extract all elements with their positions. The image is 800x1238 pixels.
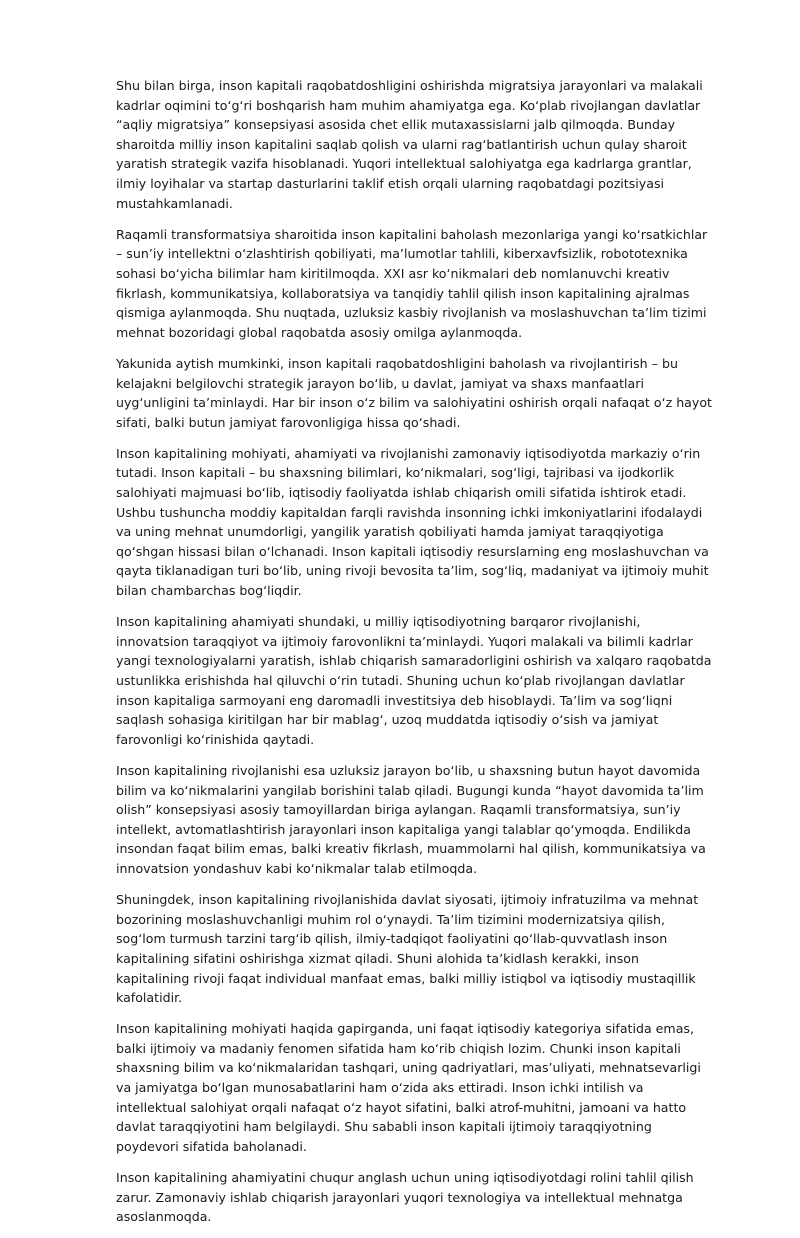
paragraph-digital-transformation: Raqamli transformatsiya sharoitida inson kapitalini baholash mezonlariga yangi ko‘rsatkichlar – sun’iy intellektni o‘zlashtirish qobiliyati, ma’lumotlar tahlili, kiberxavfsizlik, robototexnika sohasi bo‘yicha bilimlar ham kiritilmoqda. XXI asr ko‘nikmalari deb nomlanuvchi kreativ fikrlash, kommunikatsiya, kollaboratsiya va tanqidiy tahlil qilish inson kapitalining ajralmas qismiga aylanmoqda. Shu nuqtada, uzluksiz kasbiy rivojlanish va moslashuvchan ta’lim tizimi mehnat bozoridagi global raqobatda asosiy omilga aylanmoqda.: [116, 226, 708, 340]
paragraph-importance: Inson kapitalining ahamiyati shundaki, u milliy iqtisodiyotning barqaror rivojlanishi, innovatsion taraqqiyot va ijtimoiy farovonlikni ta’minlaydi. Yuqori malakali va bilimli kadrlar yangi texnologiyalarni yaratish, ishlab chiqarish samaradorligini oshirish va xalqaro raqobatda ustunlikka erishishda hal qiluvchi o‘rin tutadi. Shuning uchun ko‘plab rivojlangan davlatlar inson kapitaliga sarmoyani eng daromadli investitsiya deb hisoblaydi. Ta’lim va sog‘liqni saqlash sohasiga kiritilgan har bir mablag‘, uzoq muddatda iqtisodiy o‘sish va jamiyat farovonligi ko‘rinishida qaytadi.: [116, 614, 712, 747]
paragraph-development: Inson kapitalining rivojlanishi esa uzluksiz jarayon bo‘lib, u shaxsning butun hayot davomida bilim va ko‘nikmalarini yangilab borishini talab qiladi. Bugungi kunda “hayot davomida ta’lim olish” konsepsiyasi asosiy tamoyillardan biriga aylangan. Raqamli transformatsiya, sun’iy intellekt, avtomatlashtirish jarayonlari inson kapitaliga yangi talablar qo‘ymoqda. Endilikda insondan faqat bilim emas, balki kreativ fikrlash, muammolarni hal qilish, kommunikatsiya va innovatsion yondashuv kabi ko‘nikmalar talab etilmoqda.: [116, 762, 706, 876]
paragraph-economic-role: Inson kapitalining ahamiyatini chuqur anglash uchun uning iqtisodiyotdagi rolini tahlil qilish zarur. Zamonaviy ishlab chiqarish jarayonlari yuqori texnologiya va intellektual mehnatga asoslanmoqda.: [116, 1170, 694, 1225]
paragraph-migration: Shu bilan birga, inson kapitali raqobatdoshligini oshirishda migratsiya jarayonlari va malakali kadrlar oqimini to‘g‘ri boshqarish ham muhim ahamiyatga ega. Ko‘plab rivojlangan davlatlar “aqliy migratsiya” konsepsiyasi asosida chet ellik mutaxassislarni jalb qilmoqda. Bunday sharoitda milliy inson kapitalini saqlab qolish va ularni rag‘batlantirish uchun qulay sharoit yaratish strategik vazifa hisoblanadi. Yuqori intellektual salohiyatga ega kadrlarga grantlar, ilmiy loyihalar va startap dasturlarini taklif etish orqali ularning raqobatdagi pozitsiyasi mustahkamlanadi.: [116, 78, 703, 211]
document-page: [116, 76, 716, 1238]
paragraph-state-policy: Shuningdek, inson kapitalining rivojlanishida davlat siyosati, ijtimoiy infratuzilma va mehnat bozorining moslashuvchanligi muhim rol o‘ynaydi. Ta’lim tizimini modernizatsiya qilish, sog‘lom turmush tarzini targ‘ib qilish, ilmiy-tadqiqot faoliyatini qo‘llab-quvvatlash inson kapitalining sifatini oshirishga xizmat qiladi. Shuni alohida ta’kidlash kerakki, inson kapitalining rivoji faqat individual manfaat emas, balki milliy istiqbol va iqtisodiy mustaqillik kafolatidir.: [116, 892, 699, 1006]
paragraph-conclusion: Yakunida aytish mumkinki, inson kapitali raqobatdoshligini baholash va rivojlantirish – bu kelajakni belgilovchi strategik jarayon bo‘lib, u davlat, jamiyat va shaxs manfaatlari uyg‘unligini ta’minlaydi. Har bir inson o‘z bilim va salohiyatini oshirish orqali nafaqat o‘z hayot sifati, balki butun jamiyat farovonligiga hissa qo‘shadi.: [116, 355, 712, 430]
paragraph-essence: Inson kapitalining mohiyati, ahamiyati va rivojlanishi zamonaviy iqtisodiyotda markaziy o‘rin tutadi. Inson kapitali – bu shaxsning bilimlari, ko‘nikmalari, sog‘ligi, tajribasi va ijodkorlik salohiyati majmuasi bo‘lib, iqtisodiy faoliyatda ishlab chiqarish omili sifatida ishtirok etadi. Ushbu tushuncha moddiy kapitaldan farqli ravishda insonning ichki imkoniyatlarini ifodalaydi va uning mehnat unumdorligi, yangilik yaratish qobiliyati hamda jamiyat taraqqiyotiga qo‘shgan hissasi bilan o‘lchanadi. Inson kapitali iqtisodiy resurslarning eng moslashuvchan va qayta tiklanadigan turi bo‘lib, uning rivoji bevosita ta’lim, sog‘liq, madaniyat va ijtimoiy muhit bilan chambarchas bog‘liqdir.: [116, 445, 709, 599]
paragraph-social-phenomenon: Inson kapitalining mohiyati haqida gapirganda, uni faqat iqtisodiy kategoriya sifatida emas, balki ijtimoiy va madaniy fenomen sifatida ham ko‘rib chiqish lozim. Chunki inson kapitali shaxsning bilim va ko‘nikmalaridan tashqari, uning qadriyatlari, mas’uliyati, mehnatsevarligi va jamiyatga bo‘lgan munosabatlarini ham o‘zida aks ettiradi. Inson ichki intilish va intellektual salohiyat orqali nafaqat o‘z hayot sifatini, balki atrof-muhitni, jamoani va hatto davlat taraqqiyotini ham belgilaydi. Shu sababli inson kapitali ijtimoiy taraqqiyotning poydevori sifatida baholanadi.: [116, 1021, 701, 1154]
